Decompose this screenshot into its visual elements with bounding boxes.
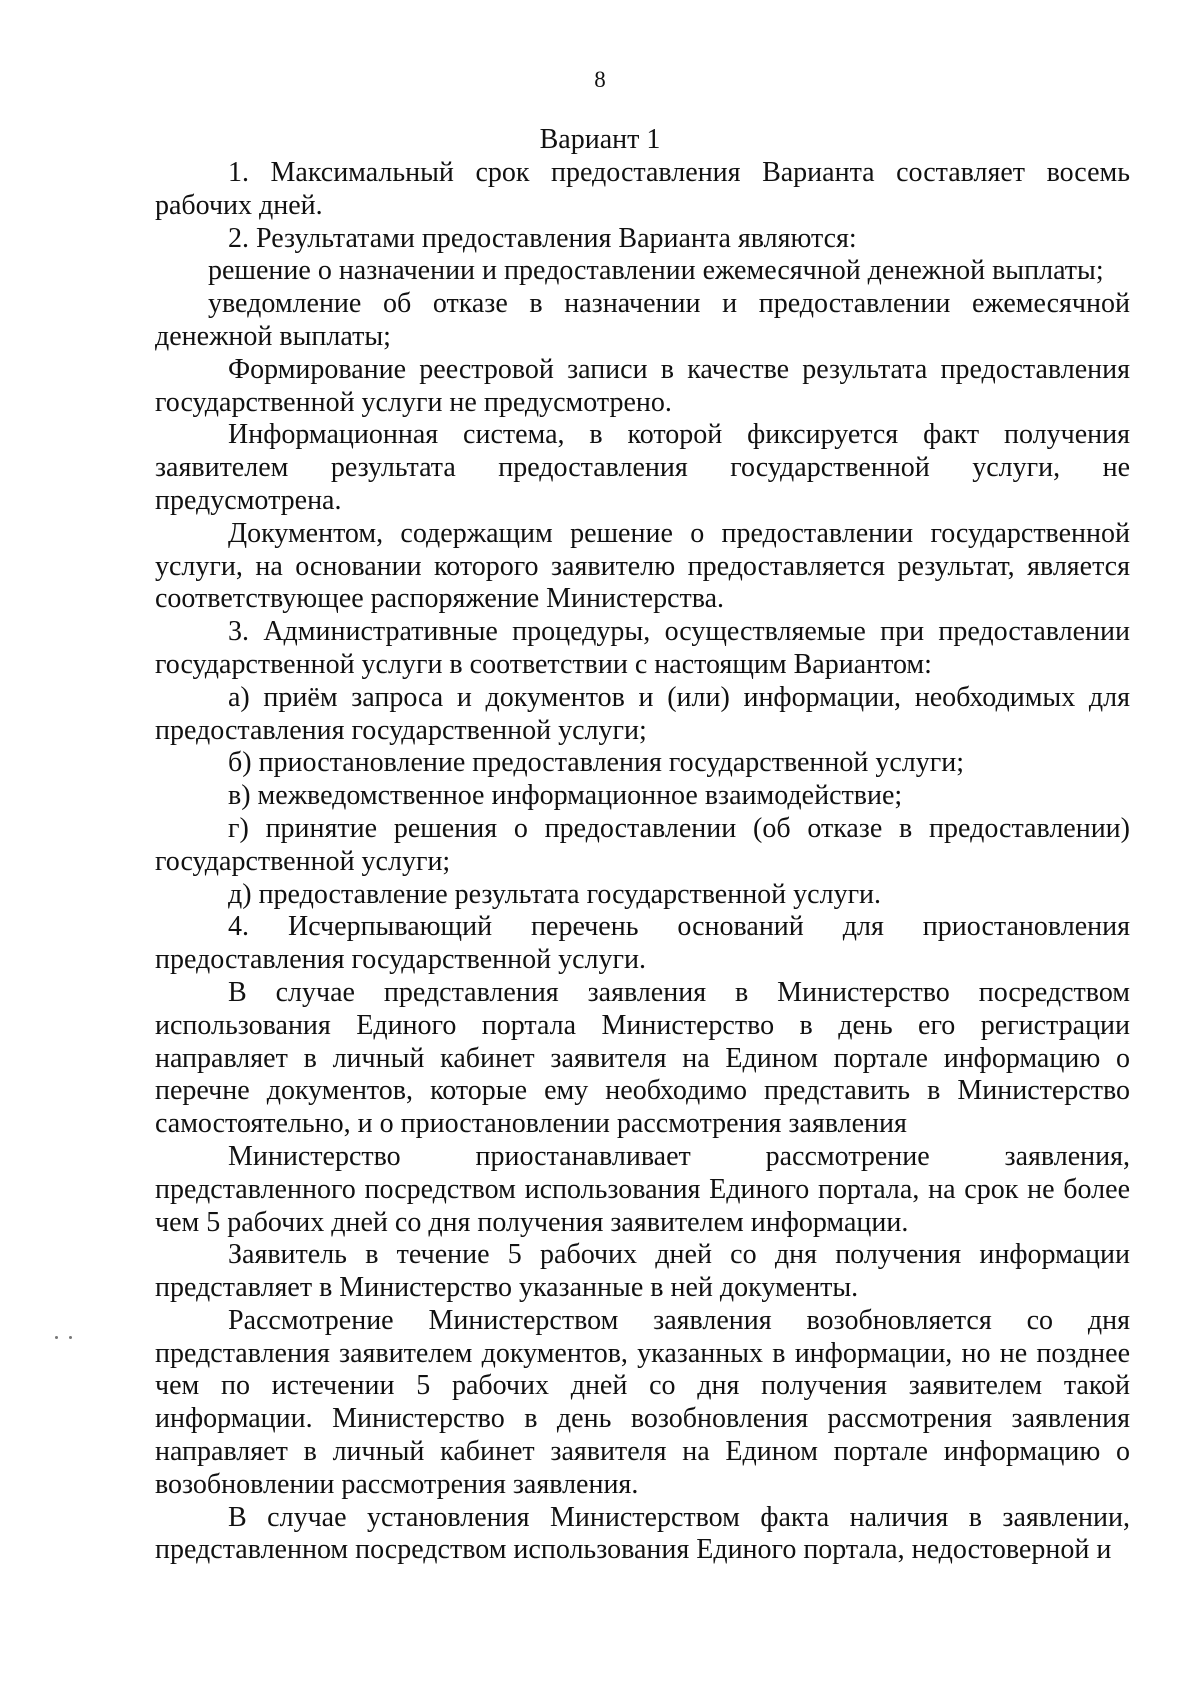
paragraph-result-refusal: уведомление об отказе в назначении и предоставлении ежемесячной денежной выплаты; bbox=[155, 288, 1130, 352]
paragraph-registry-record: Формирование реестровой записи в качестве результата предоставления государственной услуги не предусмотрено. bbox=[155, 353, 1130, 418]
paragraph-result-decision: решение о назначении и предоставлении ежемесячной денежной выплаты; bbox=[208, 255, 1104, 287]
list-item-v: в) межведомственное информационное взаимодействие; bbox=[228, 780, 903, 812]
paragraph-portal-submission: В случае представления заявления в Министерство посредством использования Единого портала Министерство в день его регистрации направляет в личный кабинет заявителя на Едином портале информацию о перечне документов, которые ему необходимо представить в Министерство самостоятельно, и о приостановлении рассмотрения заявления bbox=[155, 976, 1130, 1140]
list-item-d: д) предоставление результата государственной услуги. bbox=[228, 878, 882, 910]
paragraph-procedures-heading: 3. Административные процедуры, осуществляемые при предоставлении государственной услуги в соответствии с настоящим Вариантом: bbox=[155, 616, 1130, 680]
paragraph-applicant-documents: Заявитель в течение 5 рабочих дней со дня получения информации представляет в Министерство указанные в ней документы. bbox=[155, 1239, 1130, 1304]
page-number: 8 bbox=[594, 67, 606, 92]
paragraph-max-term: 1. Максимальный срок предоставления Варианта составляет восемь рабочих дней. bbox=[155, 157, 1130, 221]
paragraph-results-heading: 2. Результатами предоставления Варианта являются: bbox=[228, 222, 857, 254]
section-title: Вариант 1 bbox=[539, 124, 661, 155]
list-item-g: г) принятие решения о предоставлении (об отказе в предоставлении) государственной услуги; bbox=[155, 812, 1130, 877]
list-item-b: б) приостановление предоставления государственной услуги; bbox=[228, 747, 965, 779]
paragraph-decision-document: Документом, содержащим решение о предоставлении государственной услуги, на основании которого заявителю предоставляется результат, является соответствующее распоряжение Министерства. bbox=[155, 517, 1130, 615]
body-text bbox=[155, 157, 1130, 1567]
paragraph-suspension-grounds: 4. Исчерпывающий перечень оснований для приостановления предоставления государственной услуги. bbox=[155, 911, 1130, 976]
paragraph-information-system: Информационная система, в которой фиксируется факт получения заявителем результата предоставления государственной услуги, не предусмотрена. bbox=[155, 419, 1130, 516]
scan-artifact bbox=[55, 1336, 79, 1340]
paragraph-unreliable-info: В случае установления Министерством факта наличия в заявлении, представленном посредством использования Единого портала, недостоверной и bbox=[155, 1501, 1130, 1566]
paragraph-suspension-term: Министерство приостанавливает рассмотрение заявления, представленного посредством использования Единого портала, на срок не более чем 5 рабочих дней со дня получения заявителем информации. bbox=[155, 1140, 1130, 1238]
list-item-a: а) приём запроса и документов и (или) информации, необходимых для предоставления государственной услуги; bbox=[155, 681, 1130, 746]
paragraph-resumption: Рассмотрение Министерством заявления возобновляется со дня представления заявителем документов, указанных в информации, но не позднее чем по истечении 5 рабочих дней со дня получения заявителем такой информации. Министерство в день возобновления рассмотрения заявления направляет в личный кабинет заявителя на Едином портале информацию о возобновлении рассмотрения заявления. bbox=[155, 1304, 1130, 1500]
